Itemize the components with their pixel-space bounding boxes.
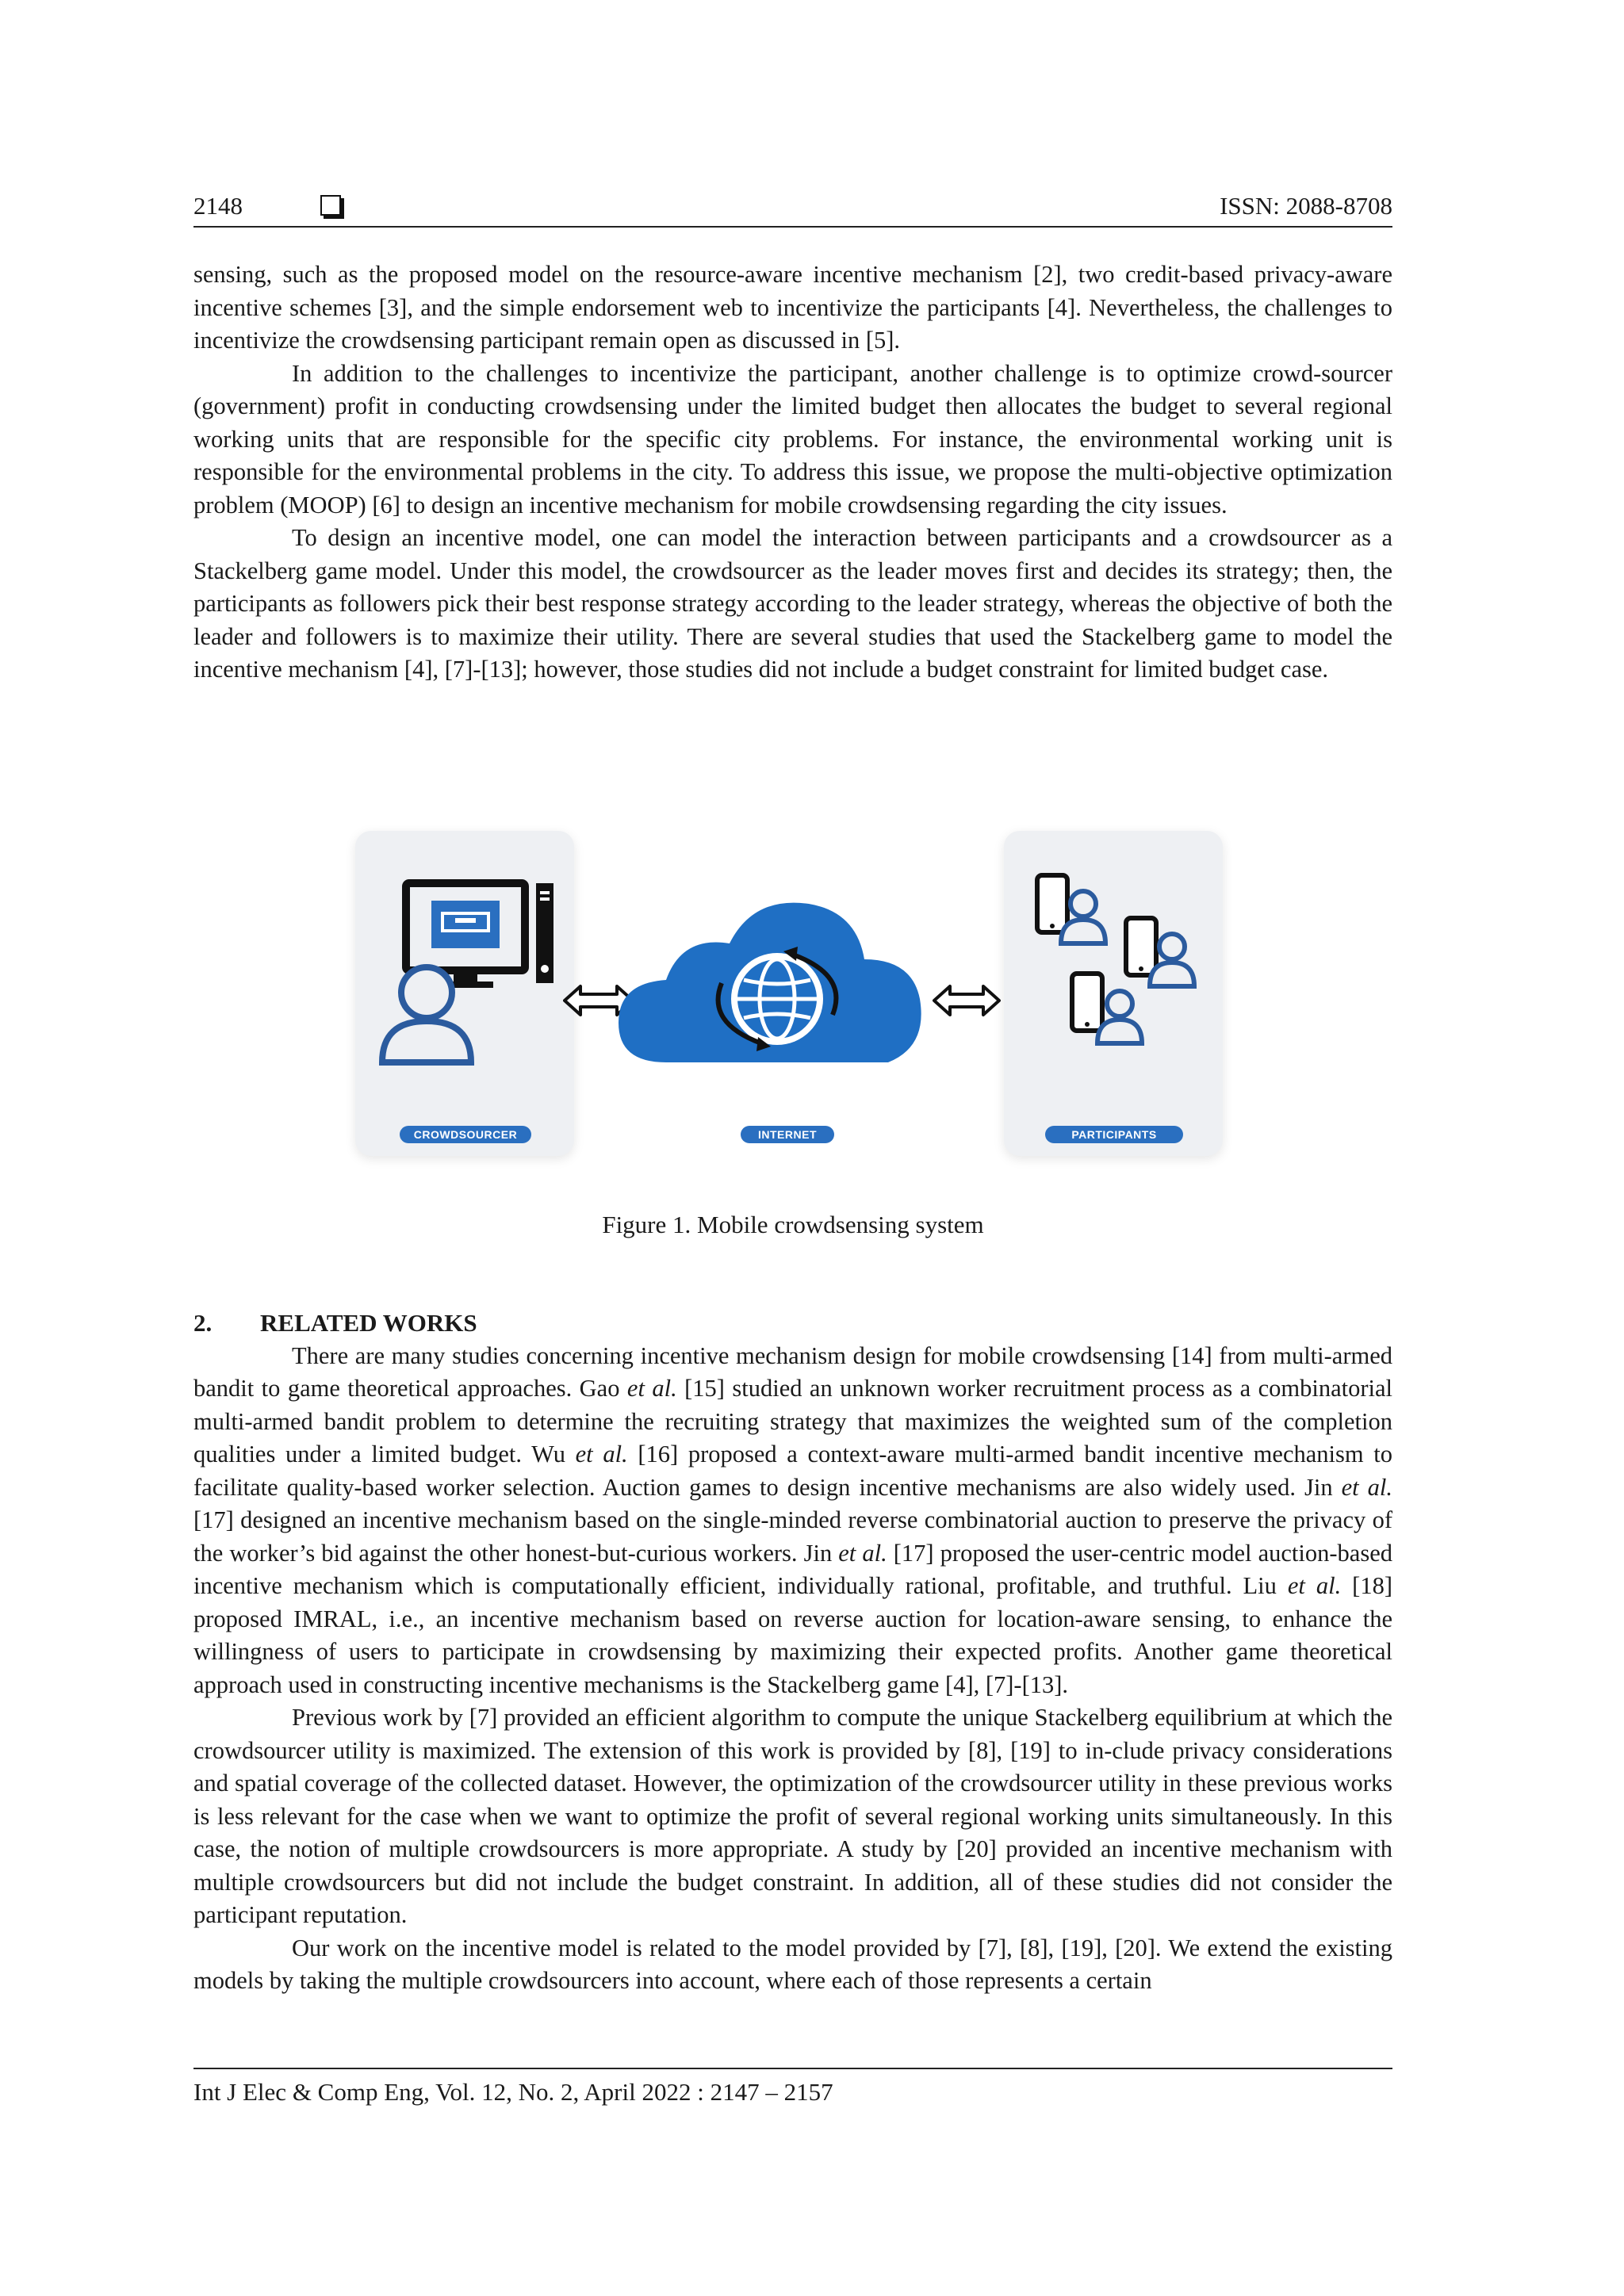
intro-paragraph-1: sensing, such as the proposed model on the resource-aware incentive mechanism [2], two credit-based privacy-aware incentive schemes [3], and the simple endorsement web to incentivize the participants [4]. Nevertheless, the challenges to incentivize the crowdsensing participant remain open as discussed in [5]. [193, 261, 1392, 354]
et-al: et al. [575, 1441, 628, 1468]
related-works-section [193, 1307, 1392, 1998]
related-paragraph-2: Previous work by [7] provided an efficient algorithm to compute the unique Stackelberg equilibrium at which the crowdsourcer utility is maximized. The extension of this work is provided by [8], [19] to in-clude privacy considerations and spatial coverage of the collected dataset. However, the optimization of the crowdsourcer utility in these previous works is less relevant for the case when we want to optimize the profit of several regional working units simultaneously. In this case, the notion of multiple crowdsourcers is more appropriate. A study by [20] provided an incentive mechanism with multiple crowdsourcers but did not include the budget constraint. In addition, all of these studies did not consider the participant reputation. [193, 1704, 1392, 1928]
crowdsourcer-label: CROWDSOURCER [400, 1126, 531, 1143]
phone-user-icon [1126, 918, 1194, 986]
et-al: et al. [1287, 1572, 1342, 1599]
participants-label: PARTICIPANTS [1045, 1126, 1183, 1143]
intro-paragraph-3: To design an incentive model, one can model the interaction between participants and a crowdsourcer as a Stackelberg game model. Under this model, the crowdsourcer as the leader moves first and decides its strategy; then, the participants as followers pick their best response strategy according to the leader strategy, whereas the objective of both the leader and followers is to maximize their utility. There are several studies that used the Stackelberg game to model the incentive mechanism [4], [7]-[13]; however, those studies did not include a budget constraint for limited budget case. [193, 524, 1392, 683]
text-run: [16] proposed a context-aware multi-armed bandit incentive mechanism to facilitate quality-based worker selection. Auction games to design incentive mechanisms are also widely used. Jin [193, 1441, 1392, 1501]
text-run: [18] proposed IMRAL, i.e., an incentive mechanism based on reverse auction for location-aware sensing, to enhance the willingness of users to participate in crowdsensing by maximizing their expected profits. Another game theoretical approach used in constructing incentive mechanisms is the Stackelberg game [4], [7]-[13]. [193, 1572, 1392, 1698]
intro-section [193, 258, 1392, 687]
box-bullet-icon [320, 195, 341, 216]
page-number: 2148 [193, 192, 243, 220]
header-rule [193, 226, 1392, 228]
related-paragraph-1 [193, 1340, 1392, 1702]
text-run: There are many studies concerning incentive mechanism design for mobile crowdsensing [14] from multi-armed bandit to game theoretical approaches. Gao [193, 1341, 1392, 1402]
et-al: et al. [838, 1539, 887, 1567]
participants-icon [1004, 831, 1223, 1069]
participants-panel [1004, 831, 1223, 1156]
page-header [193, 192, 1392, 227]
figure-caption: Figure 1. Mobile crowdsensing system [602, 1211, 984, 1238]
crowdsourcer-panel [355, 831, 574, 1156]
internet-cloud-diagram [563, 825, 1039, 1173]
footer-citation: Int J Elec & Comp Eng, Vol. 12, No. 2, April 2022 : 2147 – 2157 [193, 2078, 833, 2106]
phone-user-icon [1072, 974, 1142, 1043]
section-title: RELATED WORKS [260, 1309, 477, 1337]
text-run: [15] studied an unknown worker recruitment process as a combinatorial multi-armed bandit problem to determine the recruiting strategy that maximizes the weighted sum of the completion qualities under a limited budget. Wu [193, 1375, 1392, 1468]
section-heading [193, 1307, 1392, 1340]
related-paragraph-3: Our work on the incentive model is related to the model provided by [7], [8], [19], [20]. We extend the existing models by taking the multiple crowdsourcers into account, where each of those represents a certain [193, 1934, 1392, 1994]
section-number: 2. [193, 1309, 213, 1337]
phone-user-icon [1037, 875, 1105, 943]
internet-label: INTERNET [741, 1126, 834, 1143]
text-run: [17] proposed the user-centric model auction-based incentive mechanism which is computationally efficient, individually rational, profitable, and truthful. Liu [193, 1539, 1392, 1599]
figure-mobile-crowdsensing [349, 825, 1237, 1173]
et-al: et al. [626, 1375, 677, 1402]
et-al: et al. [1341, 1473, 1392, 1501]
footer-rule [193, 2068, 1392, 2069]
intro-paragraph-2: In addition to the challenges to incentivize the participant, another challenge is to optimize crowd-sourcer (government) profit in conducting crowdsensing under the limited budget then allocates the budget to several regional working units that are responsible for the specific city problems. For instance, the environmental working unit is responsible for the environmental problems in the city. To address this issue, we propose the multi-objective optimization problem (MOOP) [6] to design an incentive mechanism for mobile crowdsensing regarding the city issues. [193, 359, 1392, 519]
text-run: [17] designed an incentive mechanism based on the single-minded reverse combinatorial auction to preserve the privacy of the worker’s bid against the other honest-but-curious workers. Jin [193, 1506, 1392, 1567]
computer-user-icon [355, 831, 574, 1069]
double-arrow-icon [934, 986, 999, 1015]
journal-issn: ISSN: 2088-8708 [1220, 192, 1392, 220]
